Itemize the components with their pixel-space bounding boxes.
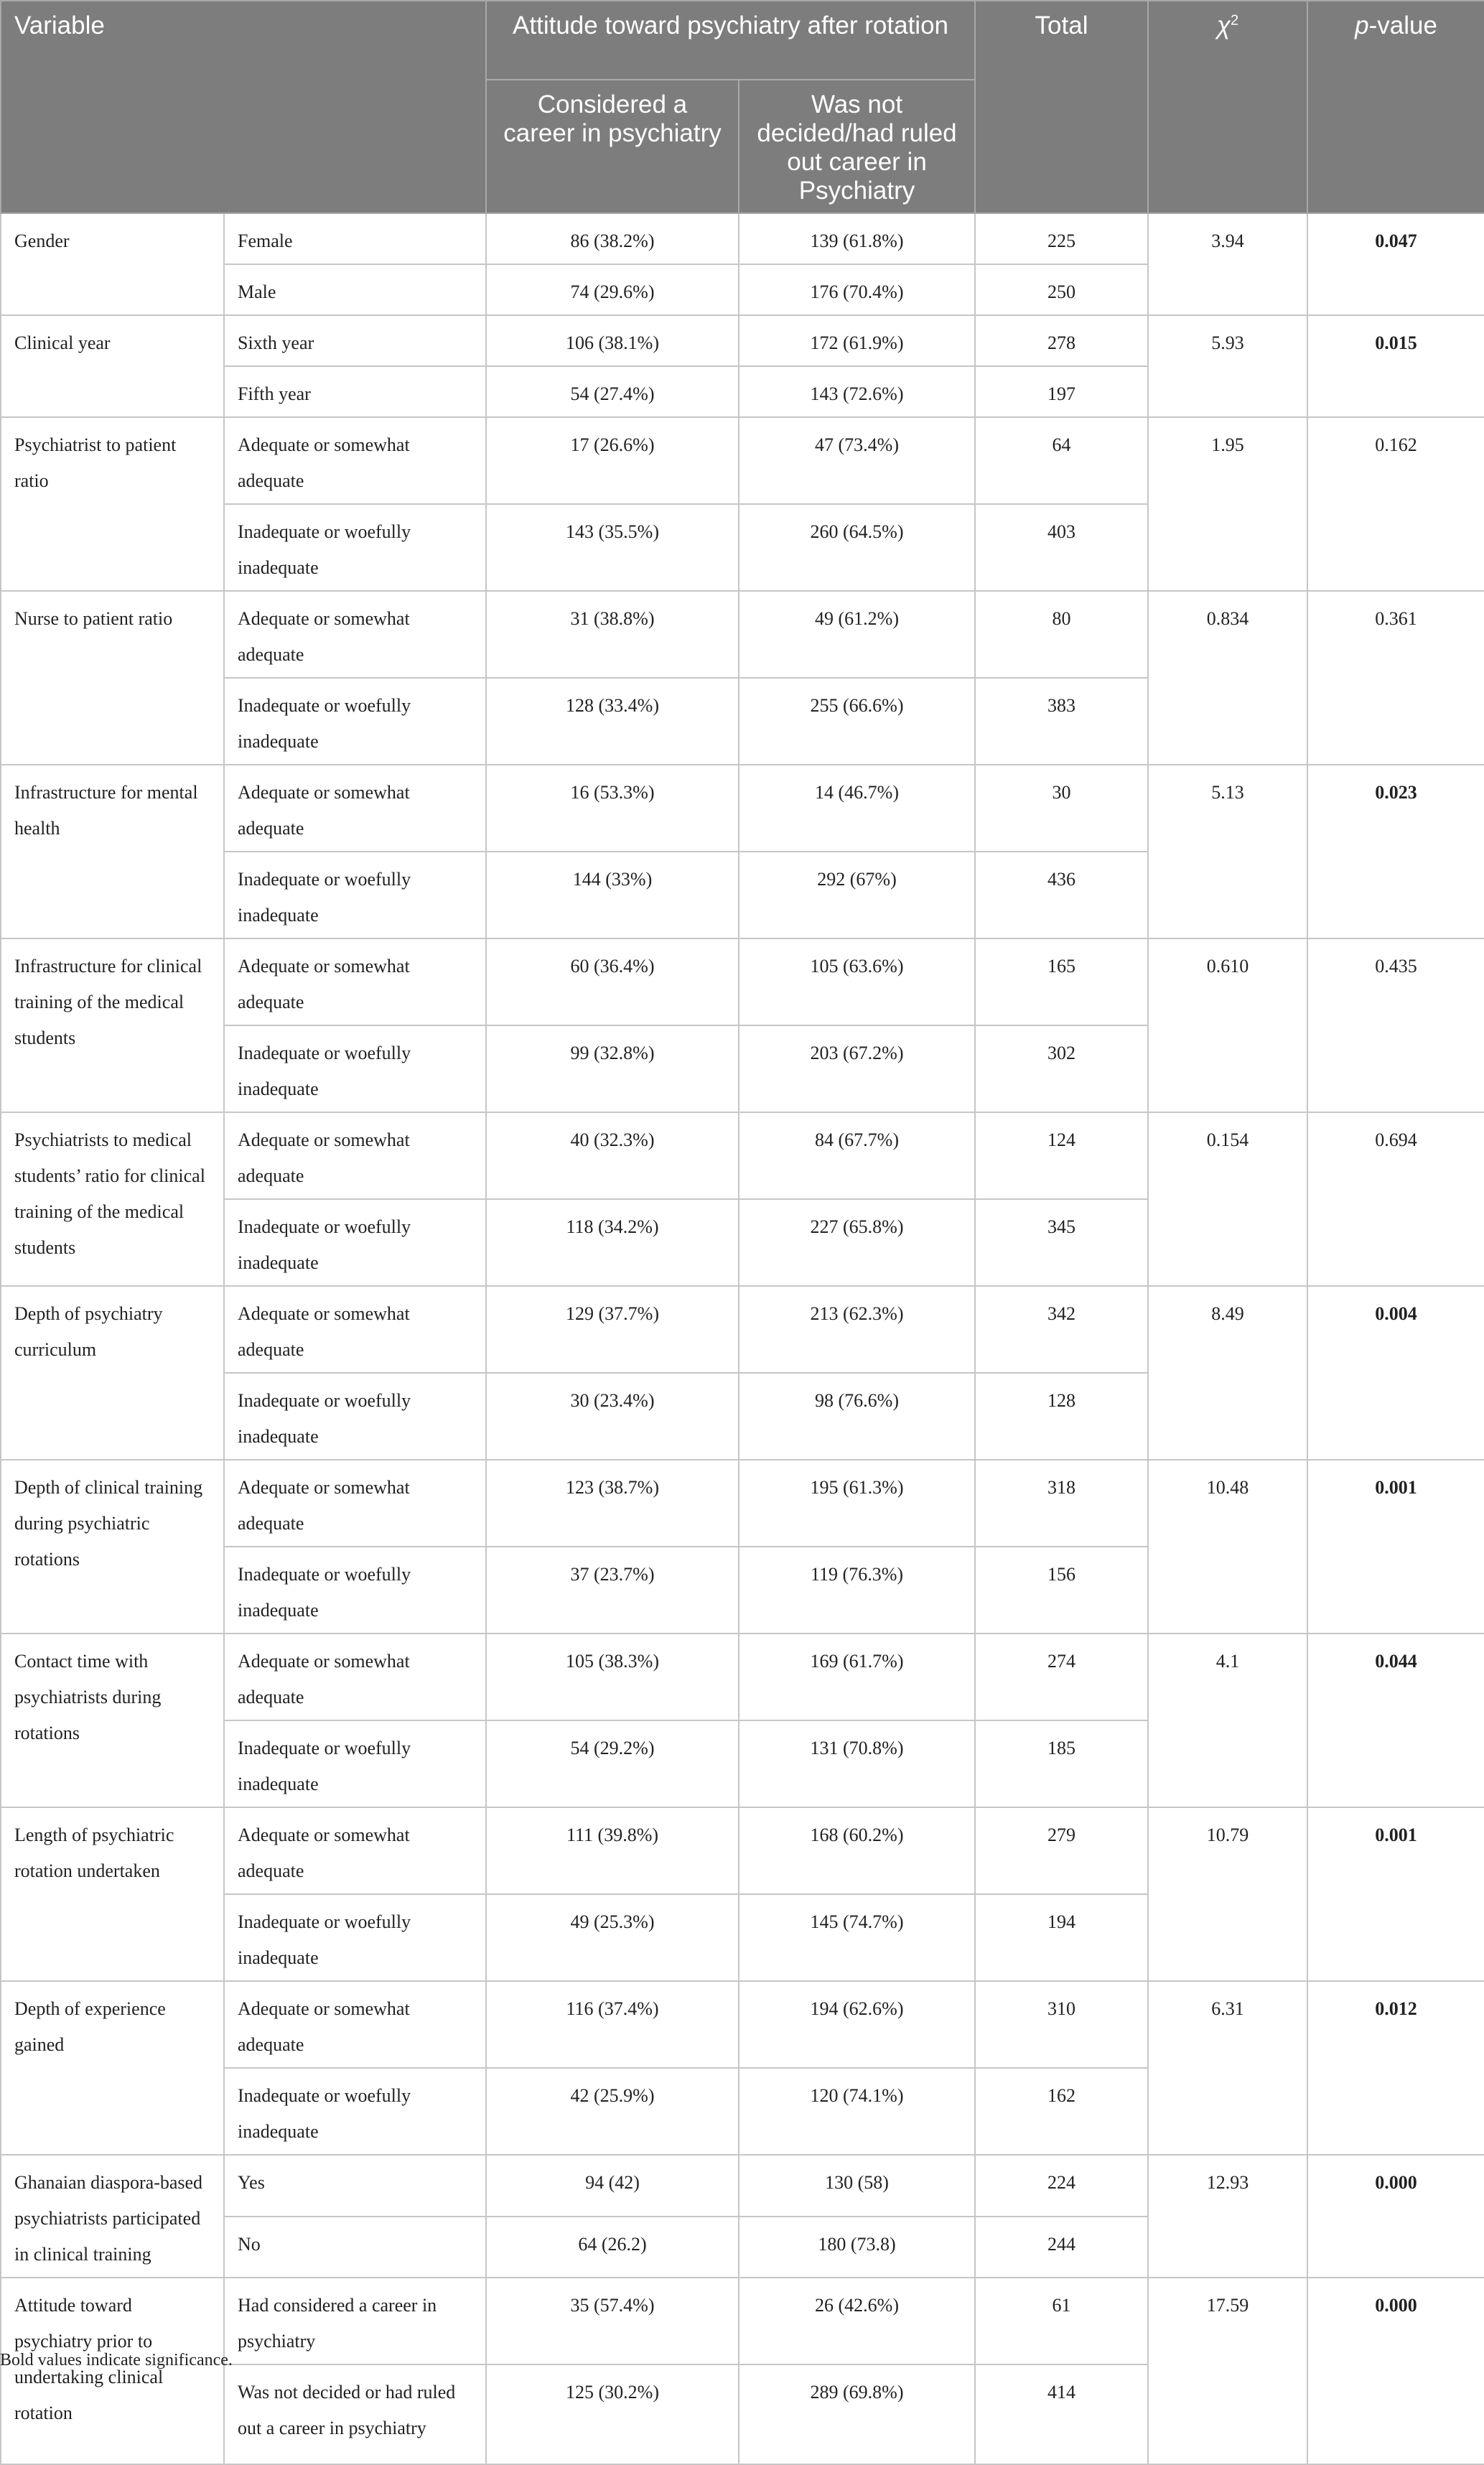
considered-cell: 106 (38.1%)	[486, 315, 739, 366]
category-cell: Inadequate or woefully inadequate	[224, 2068, 486, 2155]
table-row	[1, 213, 1484, 264]
not-decided-cell: 131 (70.8%)	[739, 1720, 975, 1807]
table-row	[1, 591, 1484, 678]
not-decided-cell: 180 (73.8)	[739, 2217, 975, 2278]
table-row	[1, 938, 1484, 1025]
not-decided-cell: 14 (46.7%)	[739, 765, 975, 852]
not-decided-cell: 120 (74.1%)	[739, 2068, 975, 2155]
total-cell: 124	[975, 1112, 1148, 1199]
total-cell: 194	[975, 1894, 1148, 1981]
considered-cell: 105 (38.3%)	[486, 1634, 739, 1720]
category-cell: Inadequate or woefully inadequate	[224, 678, 486, 765]
p-value-cell: 0.044	[1307, 1634, 1484, 1807]
header-not-decided: Was not decided/had ruled out career in Psychiatry	[739, 80, 975, 213]
category-cell: Inadequate or woefully inadequate	[224, 1025, 486, 1112]
total-cell: 185	[975, 1720, 1148, 1807]
considered-cell: 16 (53.3%)	[486, 765, 739, 852]
considered-cell: 37 (23.7%)	[486, 1547, 739, 1634]
category-cell: Adequate or somewhat adequate	[224, 1286, 486, 1373]
category-cell: Inadequate or woefully inadequate	[224, 1720, 486, 1807]
not-decided-cell: 289 (69.8%)	[739, 2364, 975, 2464]
considered-cell: 17 (26.6%)	[486, 417, 739, 504]
considered-cell: 123 (38.7%)	[486, 1460, 739, 1547]
not-decided-cell: 145 (74.7%)	[739, 1894, 975, 1981]
table-row	[1, 1634, 1484, 1720]
total-cell: 383	[975, 678, 1148, 765]
table-row	[1, 1286, 1484, 1373]
total-cell: 244	[975, 2217, 1148, 2278]
p-value-cell: 0.694	[1307, 1112, 1484, 1286]
total-cell: 345	[975, 1199, 1148, 1286]
considered-cell: 86 (38.2%)	[486, 213, 739, 264]
not-decided-cell: 26 (42.6%)	[739, 2278, 975, 2364]
variable-cell: Psychiatrists to medical students’ ratio for clinical training of the medical students	[1, 1112, 224, 1286]
not-decided-cell: 176 (70.4%)	[739, 264, 975, 315]
chi-square-cell: 3.94	[1148, 213, 1307, 315]
not-decided-cell: 119 (76.3%)	[739, 1547, 975, 1634]
considered-cell: 94 (42)	[486, 2155, 739, 2217]
header-chi-square	[1148, 1, 1307, 213]
considered-cell: 49 (25.3%)	[486, 1894, 739, 1981]
category-cell: Adequate or somewhat adequate	[224, 1981, 486, 2068]
category-cell: Had considered a career in psychiatry	[224, 2278, 486, 2364]
considered-cell: 144 (33%)	[486, 852, 739, 938]
table-row	[1, 1981, 1484, 2068]
category-cell: Was not decided or had ruled out a career in psychiatry	[224, 2364, 486, 2464]
considered-cell: 128 (33.4%)	[486, 678, 739, 765]
chi-square-cell: 0.154	[1148, 1112, 1307, 1286]
variable-cell: Ghanaian diaspora-based psychiatrists participated in clinical training	[1, 2155, 224, 2278]
total-cell: 80	[975, 591, 1148, 678]
chi-square-cell: 8.49	[1148, 1286, 1307, 1460]
category-cell: Inadequate or woefully inadequate	[224, 1373, 486, 1460]
not-decided-cell: 195 (61.3%)	[739, 1460, 975, 1547]
considered-cell: 60 (36.4%)	[486, 938, 739, 1025]
considered-cell: 54 (27.4%)	[486, 366, 739, 417]
not-decided-cell: 84 (67.7%)	[739, 1112, 975, 1199]
chi-square-cell: 12.93	[1148, 2155, 1307, 2278]
table-header	[1, 1, 1484, 213]
total-cell: 279	[975, 1807, 1148, 1894]
table-row	[1, 315, 1484, 366]
category-cell: Fifth year	[224, 366, 486, 417]
not-decided-cell: 292 (67%)	[739, 852, 975, 938]
category-cell: Inadequate or woefully inadequate	[224, 1894, 486, 1981]
category-cell: Inadequate or woefully inadequate	[224, 1199, 486, 1286]
table-row	[1, 1460, 1484, 1547]
p-letter: p	[1355, 11, 1369, 39]
total-cell: 274	[975, 1634, 1148, 1720]
chi-square-cell: 10.79	[1148, 1807, 1307, 1981]
p-value-cell: 0.001	[1307, 1807, 1484, 1981]
chi-square-cell: 1.95	[1148, 417, 1307, 591]
total-cell: 302	[975, 1025, 1148, 1112]
total-cell: 310	[975, 1981, 1148, 2068]
variable-cell: Depth of clinical training during psychiatric rotations	[1, 1460, 224, 1634]
not-decided-cell: 255 (66.6%)	[739, 678, 975, 765]
not-decided-cell: 203 (67.2%)	[739, 1025, 975, 1112]
not-decided-cell: 98 (76.6%)	[739, 1373, 975, 1460]
total-cell: 250	[975, 264, 1148, 315]
p-value-cell: 0.004	[1307, 1286, 1484, 1460]
category-cell: Adequate or somewhat adequate	[224, 1807, 486, 1894]
chi-square-cell: 17.59	[1148, 2278, 1307, 2464]
chi-symbol: χ	[1216, 11, 1231, 39]
not-decided-cell: 227 (65.8%)	[739, 1199, 975, 1286]
total-cell: 128	[975, 1373, 1148, 1460]
category-cell: Adequate or somewhat adequate	[224, 1112, 486, 1199]
category-cell: Adequate or somewhat adequate	[224, 417, 486, 504]
not-decided-cell: 143 (72.6%)	[739, 366, 975, 417]
total-cell: 278	[975, 315, 1148, 366]
variable-cell: Gender	[1, 213, 224, 315]
considered-cell: 54 (29.2%)	[486, 1720, 739, 1807]
chi-square-cell: 6.31	[1148, 1981, 1307, 2155]
p-value-cell: 0.000	[1307, 2278, 1484, 2464]
category-cell: Inadequate or woefully inadequate	[224, 852, 486, 938]
total-cell: 162	[975, 2068, 1148, 2155]
considered-cell: 74 (29.6%)	[486, 264, 739, 315]
total-cell: 225	[975, 213, 1148, 264]
category-cell: Inadequate or woefully inadequate	[224, 504, 486, 591]
considered-cell: 118 (34.2%)	[486, 1199, 739, 1286]
total-cell: 165	[975, 938, 1148, 1025]
variable-cell: Clinical year	[1, 315, 224, 417]
p-value-cell: 0.361	[1307, 591, 1484, 765]
not-decided-cell: 139 (61.8%)	[739, 213, 975, 264]
total-cell: 436	[975, 852, 1148, 938]
header-total: Total	[975, 1, 1148, 213]
total-cell: 61	[975, 2278, 1148, 2364]
total-cell: 414	[975, 2364, 1148, 2464]
category-cell: Yes	[224, 2155, 486, 2217]
considered-cell: 143 (35.5%)	[486, 504, 739, 591]
chi-square-cell: 5.13	[1148, 765, 1307, 938]
category-cell: Adequate or somewhat adequate	[224, 938, 486, 1025]
total-cell: 30	[975, 765, 1148, 852]
category-cell: Sixth year	[224, 315, 486, 366]
variable-cell: Infrastructure for mental health	[1, 765, 224, 938]
category-cell: Male	[224, 264, 486, 315]
variable-cell: Depth of experience gained	[1, 1981, 224, 2155]
header-variable: Variable	[1, 1, 486, 213]
not-decided-cell: 105 (63.6%)	[739, 938, 975, 1025]
considered-cell: 64 (26.2)	[486, 2217, 739, 2278]
table-row	[1, 1807, 1484, 1894]
header-considered: Considered a career in psychiatry	[486, 80, 739, 213]
chi-square-cell: 4.1	[1148, 1634, 1307, 1807]
p-value-cell: 0.162	[1307, 417, 1484, 591]
table-row	[1, 2155, 1484, 2217]
category-cell: Adequate or somewhat adequate	[224, 765, 486, 852]
considered-cell: 42 (25.9%)	[486, 2068, 739, 2155]
category-cell: Adequate or somewhat adequate	[224, 1460, 486, 1547]
table-row	[1, 1112, 1484, 1199]
total-cell: 403	[975, 504, 1148, 591]
p-value-cell: 0.047	[1307, 213, 1484, 315]
chi-square-cell: 10.48	[1148, 1460, 1307, 1634]
chi-square-cell: 0.610	[1148, 938, 1307, 1112]
chi-superscript: 2	[1231, 12, 1239, 29]
category-cell: Adequate or somewhat adequate	[224, 591, 486, 678]
considered-cell: 35 (57.4%)	[486, 2278, 739, 2364]
considered-cell: 111 (39.8%)	[486, 1807, 739, 1894]
total-cell: 64	[975, 417, 1148, 504]
variable-cell: Nurse to patient ratio	[1, 591, 224, 765]
category-cell: Female	[224, 213, 486, 264]
p-value-cell: 0.000	[1307, 2155, 1484, 2278]
p-value-cell: 0.012	[1307, 1981, 1484, 2155]
considered-cell: 40 (32.3%)	[486, 1112, 739, 1199]
chi-square-cell: 5.93	[1148, 315, 1307, 417]
table-footnote: Bold values indicate significance.	[0, 2351, 233, 2370]
total-cell: 197	[975, 366, 1148, 417]
not-decided-cell: 168 (60.2%)	[739, 1807, 975, 1894]
table-row	[1, 765, 1484, 852]
not-decided-cell: 169 (61.7%)	[739, 1634, 975, 1720]
category-cell: Adequate or somewhat adequate	[224, 1634, 486, 1720]
considered-cell: 129 (37.7%)	[486, 1286, 739, 1373]
variable-cell: Depth of psychiatry curriculum	[1, 1286, 224, 1460]
total-cell: 156	[975, 1547, 1148, 1634]
variable-cell: Length of psychiatric rotation undertaken	[1, 1807, 224, 1981]
category-cell: Inadequate or woefully inadequate	[224, 1547, 486, 1634]
not-decided-cell: 194 (62.6%)	[739, 1981, 975, 2068]
header-p-value	[1307, 1, 1484, 213]
considered-cell: 30 (23.4%)	[486, 1373, 739, 1460]
chi-square-cell: 0.834	[1148, 591, 1307, 765]
considered-cell: 99 (32.8%)	[486, 1025, 739, 1112]
total-cell: 318	[975, 1460, 1148, 1547]
not-decided-cell: 49 (61.2%)	[739, 591, 975, 678]
p-value-cell: 0.001	[1307, 1460, 1484, 1634]
p-suffix: -value	[1368, 11, 1437, 39]
not-decided-cell: 47 (73.4%)	[739, 417, 975, 504]
total-cell: 342	[975, 1286, 1148, 1373]
not-decided-cell: 172 (61.9%)	[739, 315, 975, 366]
total-cell: 224	[975, 2155, 1148, 2217]
considered-cell: 125 (30.2%)	[486, 2364, 739, 2464]
not-decided-cell: 130 (58)	[739, 2155, 975, 2217]
considered-cell: 31 (38.8%)	[486, 591, 739, 678]
variable-cell: Attitude toward psychiatry prior to undertaking clinical rotation	[1, 2278, 224, 2464]
header-attitude-group: Attitude toward psychiatry after rotation	[486, 1, 975, 80]
considered-cell: 116 (37.4%)	[486, 1981, 739, 2068]
p-value-cell: 0.015	[1307, 315, 1484, 417]
table-body	[1, 213, 1484, 2464]
p-value-cell: 0.023	[1307, 765, 1484, 938]
variable-cell: Psychiatrist to patient ratio	[1, 417, 224, 591]
not-decided-cell: 260 (64.5%)	[739, 504, 975, 591]
table-row	[1, 417, 1484, 504]
category-cell: No	[224, 2217, 486, 2278]
not-decided-cell: 213 (62.3%)	[739, 1286, 975, 1373]
p-value-cell: 0.435	[1307, 938, 1484, 1112]
variable-cell: Contact time with psychiatrists during rotations	[1, 1634, 224, 1807]
variable-cell: Infrastructure for clinical training of the medical students	[1, 938, 224, 1112]
